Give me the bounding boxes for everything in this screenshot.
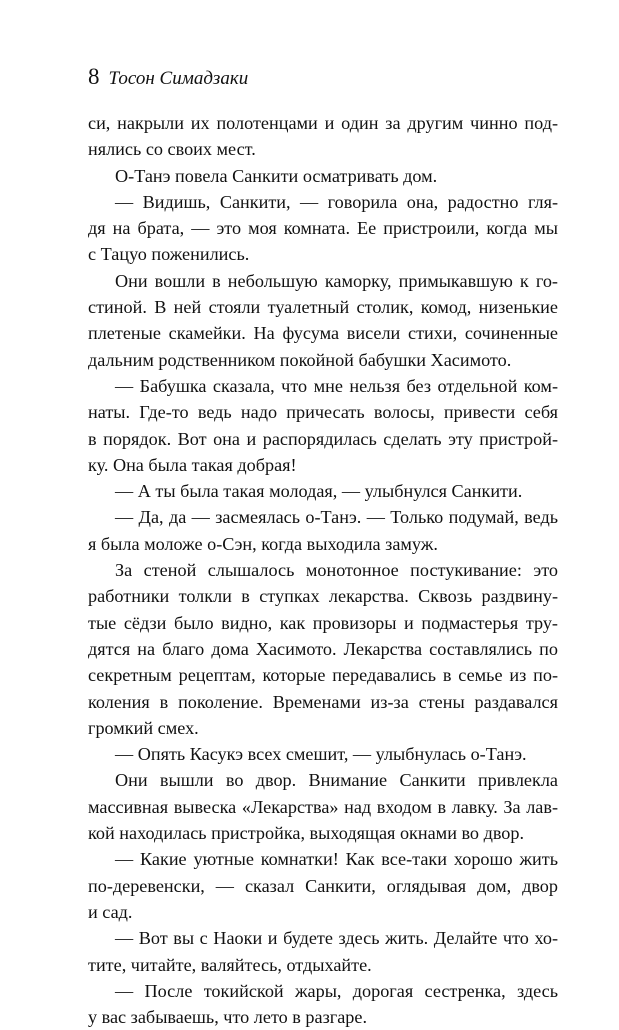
text-line: — А ты была такая молодая, — улыбнулся Санкити. bbox=[115, 481, 523, 502]
text-line: секретным рецептам, которые передавались в семье из по- bbox=[88, 665, 558, 686]
text-line: дальним родственником покойной бабушки Хасимото. bbox=[88, 349, 512, 370]
text-line: работники толкли в ступках лекарства. Сквозь раздвину- bbox=[88, 586, 558, 607]
text-line: громкий смех. bbox=[88, 717, 199, 738]
text-line: нялись со своих мест. bbox=[88, 139, 256, 160]
text-line: стиной. В ней стояли туалетный столик, комод, низенькие bbox=[88, 297, 558, 318]
text-line: Они вышли во двор. Внимание Санкити привлекла bbox=[115, 770, 558, 791]
text-line: в порядок. Вот она и распорядилась сделать эту пристрой- bbox=[88, 428, 558, 449]
text-line: Они вошли в небольшую каморку, примыкавшую к го- bbox=[115, 270, 558, 291]
text-line: — Опять Касукэ всех смешит, — улыбнулась о-Танэ. bbox=[115, 744, 527, 765]
text-line: тите, читайте, валяйтесь, отдыхайте. bbox=[88, 954, 372, 975]
body-text bbox=[88, 110, 558, 1030]
text-line: по-деревенски, — сказал Санкити, оглядывая дом, двор bbox=[88, 875, 558, 896]
text-line: За стеной слышалось монотонное постукивание: это bbox=[115, 560, 558, 581]
text-line: массивная вывеска «Лекарства» над входом в лавку. За лав- bbox=[88, 796, 558, 817]
text-line: кой находилась пристройка, выходящая окнами во двор. bbox=[88, 823, 525, 844]
text-line: ку. Она была такая добрая! bbox=[88, 454, 297, 475]
text-line: коления в поколение. Временами из-за стены раздавался bbox=[88, 691, 558, 712]
text-line: — Какие уютные комнатки! Как все-таки хорошо жить bbox=[115, 849, 558, 870]
text-line: и сад. bbox=[88, 901, 133, 922]
text-line: наты. Где-то ведь надо причесать волосы, привести себя bbox=[88, 402, 558, 423]
text-line: си, накрыли их полотенцами и один за другим чинно под- bbox=[88, 113, 558, 133]
running-title: Тосон Симадзаки bbox=[108, 68, 249, 89]
text-line: дятся на благо дома Хасимото. Лекарства составлялись по bbox=[88, 638, 558, 659]
page-number: 8 bbox=[88, 64, 100, 89]
text-line: — Видишь, Санкити, — говорила она, радостно гля- bbox=[115, 191, 558, 212]
text-line: — После токийской жары, дорогая сестренка, здесь bbox=[115, 980, 558, 1001]
text-line: — Бабушка сказала, что мне нельзя без отдельной ком- bbox=[115, 375, 558, 396]
page-header bbox=[88, 64, 248, 90]
text-line: — Вот вы с Наоки и будете здесь жить. Делайте что хо- bbox=[115, 928, 558, 949]
text-line: О-Танэ повела Санкити осматривать дом. bbox=[115, 165, 438, 186]
text-line: у вас забываешь, что лето в разгаре. bbox=[88, 1007, 368, 1028]
text-line: дя на брата, — это моя комната. Ее пристроили, когда мы bbox=[88, 218, 558, 239]
text-line: — Да, да — засмеялась о-Танэ. — Только подумай, ведь bbox=[115, 507, 558, 528]
text-line: с Тацуо поженились. bbox=[88, 244, 250, 265]
text-line: я была моложе о-Сэн, когда выходила замуж. bbox=[88, 533, 438, 554]
text-line: тые сёдзи было видно, как провизоры и подмастерья тру- bbox=[88, 612, 558, 633]
text-line: плетеные скамейки. На фусума висели стихи, сочиненные bbox=[88, 323, 558, 344]
